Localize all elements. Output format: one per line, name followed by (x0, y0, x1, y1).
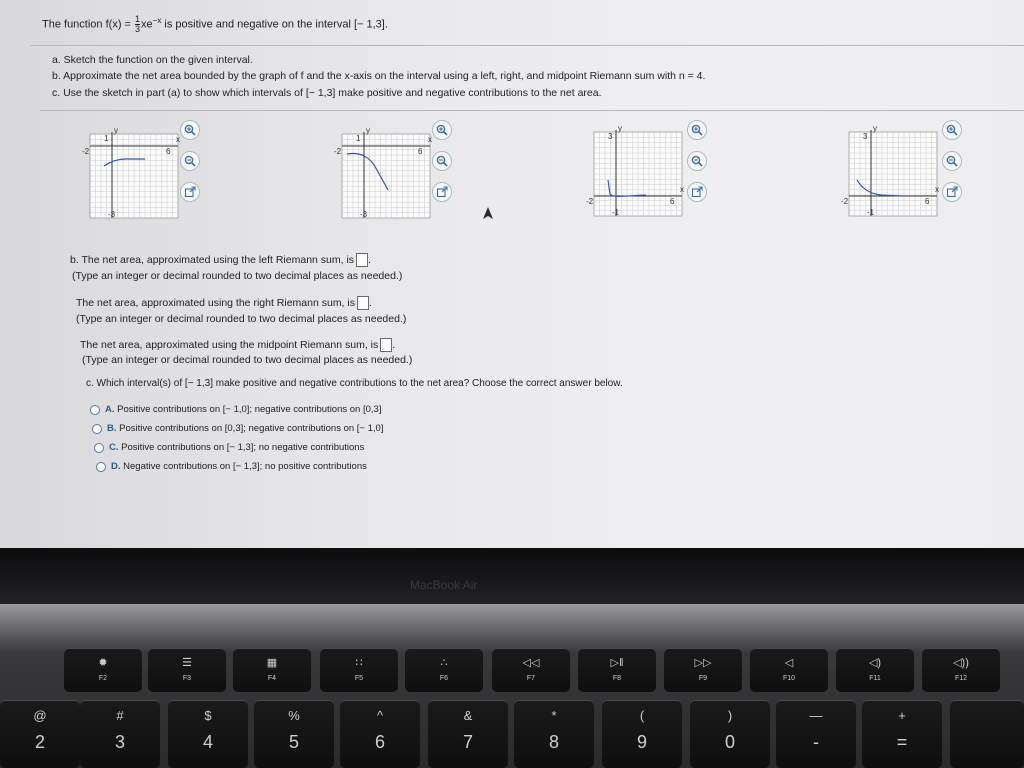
option-letter: B. (107, 423, 117, 434)
option-radio-a[interactable] (90, 405, 100, 415)
x-min-label: -2 (334, 147, 342, 156)
y-axis-label: y (873, 124, 877, 133)
zoom-out-button[interactable] (942, 151, 962, 171)
y-axis-label: y (366, 126, 370, 135)
mid-sum-hint: (Type an integer or decimal rounded to two decimal places as needed.) (82, 354, 413, 366)
y-axis-label: y (114, 126, 118, 135)
right-sum-line (76, 296, 372, 310)
zoom-in-button[interactable] (687, 120, 707, 140)
zoom-out-icon (436, 155, 448, 167)
key-shift-glyph: — (809, 708, 823, 723)
y-top-label: 1 (356, 134, 361, 143)
key-3[interactable] (80, 700, 160, 768)
open-window-icon (436, 186, 448, 198)
option-letter: D. (111, 461, 121, 472)
option-a[interactable] (105, 404, 381, 415)
option-text: Positive contributions on [− 1,3]; no negative contributions (118, 442, 365, 453)
key-main-glyph: = (896, 732, 908, 752)
key-f8[interactable] (578, 648, 656, 692)
key-f9[interactable] (664, 648, 742, 692)
open-graph-button[interactable] (432, 182, 452, 202)
key-f12[interactable] (922, 648, 1000, 692)
fraction-numerator: 1 (135, 14, 141, 24)
graph-plot (582, 128, 700, 222)
key-main-glyph: - (813, 732, 819, 752)
fraction (135, 15, 140, 34)
x-max-label: 6 (670, 197, 675, 206)
key-delete[interactable] (950, 700, 1024, 768)
key-shift-glyph: % (288, 708, 300, 723)
divider-mid (40, 110, 1024, 111)
question-panel (30, 0, 1024, 548)
key-shift-glyph: * (551, 708, 557, 723)
key-shift-glyph: ) (727, 708, 733, 723)
zoom-in-icon (691, 124, 703, 136)
key-label: F3 (182, 675, 192, 682)
right-sum-period: . (368, 296, 372, 309)
key-f10[interactable] (750, 648, 828, 692)
key-=[interactable] (862, 700, 942, 768)
key-f2[interactable] (64, 648, 142, 692)
right-sum-hint: (Type an integer or decimal rounded to two decimal places as needed.) (76, 313, 407, 325)
key-6[interactable] (340, 700, 420, 768)
x-axis-label: x (680, 185, 684, 194)
option-letter: A. (105, 404, 115, 415)
key-main-glyph: 3 (114, 732, 125, 752)
x-max-label: 6 (418, 147, 423, 156)
key-main-glyph: 8 (548, 732, 559, 752)
key-f3[interactable] (148, 648, 226, 692)
fraction-denominator: 3 (135, 24, 141, 34)
key-label: F5 (354, 675, 364, 682)
key-shift-glyph: ( (639, 708, 645, 723)
right-sum-label: The net area, approximated using the right Riemann sum, is (76, 296, 355, 309)
key--[interactable] (776, 700, 856, 768)
mid-sum-input[interactable] (380, 338, 392, 352)
open-window-icon (946, 186, 958, 198)
divider-top (30, 45, 1024, 46)
key-f5[interactable] (320, 648, 398, 692)
key-label: F8 (612, 675, 622, 682)
zoom-out-icon (946, 155, 958, 167)
key-7[interactable] (428, 700, 508, 768)
x-min-label: -2 (841, 197, 849, 206)
key-shift-glyph: @ (33, 708, 47, 723)
y-bottom-label: -1 (612, 208, 620, 217)
zoom-in-icon (946, 124, 958, 136)
key-glyph: ∷ (355, 657, 363, 669)
option-b[interactable] (107, 423, 383, 434)
key-5[interactable] (254, 700, 334, 768)
graph-plot (330, 130, 448, 224)
y-top-label: 1 (104, 134, 109, 143)
mouse-cursor-icon (482, 207, 494, 221)
key-glyph: ∴ (440, 657, 448, 669)
key-label: F10 (782, 675, 796, 682)
option-radio-d[interactable] (96, 462, 106, 472)
option-radio-b[interactable] (92, 424, 102, 434)
y-axis-label: y (618, 124, 622, 133)
zoom-in-button[interactable] (942, 120, 962, 140)
key-main-glyph: 2 (34, 732, 45, 752)
option-letter: C. (109, 442, 119, 453)
y-bottom-label: -1 (867, 208, 875, 217)
key-main-glyph: 4 (202, 732, 213, 752)
open-graph-button[interactable] (687, 182, 707, 202)
statement-intro: The function f(x) = (42, 18, 135, 31)
key-main-glyph: 7 (462, 732, 473, 752)
x-max-label: 6 (166, 147, 171, 156)
key-f6[interactable] (405, 648, 483, 692)
y-top-label: 3 (608, 132, 613, 141)
key-label: F7 (526, 675, 536, 682)
graph-plot (837, 128, 955, 222)
key-shift-glyph: # (116, 708, 124, 723)
mid-sum-line (80, 338, 395, 352)
key-label: F12 (954, 675, 968, 682)
x-axis-label: x (428, 135, 432, 144)
key-glyph: ▷▷ (694, 657, 712, 669)
x-min-label: -2 (82, 147, 90, 156)
key-glyph: ◁)) (953, 657, 969, 669)
zoom-in-icon (436, 124, 448, 136)
key-label: F4 (267, 675, 277, 682)
function-exponent: −x (152, 15, 162, 25)
laptop-brand: MacBook Air (410, 578, 478, 592)
key-glyph: ✹ (98, 657, 108, 669)
left-sum-label: b. The net area, approximated using the left Riemann sum, is (70, 253, 355, 266)
part-b-text: b. Approximate the net area bounded by the graph of f and the x-axis on the interval using a left, right, and midpoint Riemann sum with n = 4. (52, 70, 706, 82)
mid-sum-label: The net area, approximated using the midpoint Riemann sum, is (80, 338, 379, 351)
x-max-label: 6 (925, 197, 930, 206)
function-body: xe (141, 18, 153, 31)
problem-statement (42, 15, 388, 34)
key-glyph: ☰ (182, 657, 192, 669)
open-graph-button[interactable] (180, 182, 200, 202)
graph-option-1[interactable] (78, 126, 196, 224)
key-f7[interactable] (492, 648, 570, 692)
key-0[interactable] (690, 700, 770, 768)
key-shift-glyph: ^ (376, 708, 384, 723)
part-a-text: a. Sketch the function on the given interval. (52, 54, 253, 66)
left-sum-input[interactable] (356, 253, 368, 267)
zoom-out-icon (184, 155, 196, 167)
key-8[interactable] (514, 700, 594, 768)
key-main-glyph: 0 (724, 732, 735, 752)
key-glyph: ◁) (868, 657, 882, 669)
graph-option-4[interactable] (837, 124, 955, 222)
y-top-label: 3 (863, 132, 868, 141)
x-axis-label: x (176, 135, 180, 144)
zoom-in-button[interactable] (180, 120, 200, 140)
y-bottom-label: -3 (360, 210, 368, 219)
zoom-out-button[interactable] (687, 151, 707, 171)
key-2[interactable] (0, 700, 80, 768)
key-shift-glyph: $ (204, 708, 212, 723)
graph-plot (78, 130, 196, 224)
key-f4[interactable] (233, 648, 311, 692)
graph-option-2[interactable] (330, 126, 448, 224)
graph-option-3[interactable] (582, 124, 700, 222)
key-main-glyph: 5 (288, 732, 299, 752)
key-label: F2 (98, 675, 108, 682)
left-sum-hint: (Type an integer or decimal rounded to two decimal places as needed.) (72, 270, 403, 282)
open-graph-button[interactable] (942, 182, 962, 202)
zoom-out-button[interactable] (432, 151, 452, 171)
key-shift-glyph: + (898, 708, 906, 723)
y-bottom-label: -3 (108, 210, 116, 219)
option-radio-c[interactable] (94, 443, 104, 453)
option-text: Positive contributions on [− 1,0]; negative contributions on [0,3] (114, 404, 382, 415)
key-main-glyph: 6 (374, 732, 385, 752)
statement-tail: is positive and negative on the interval [− 1,3]. (161, 18, 388, 31)
option-c[interactable] (109, 442, 364, 453)
mid-sum-period: . (392, 338, 396, 351)
option-d[interactable] (111, 461, 367, 472)
zoom-in-button[interactable] (432, 120, 452, 140)
part-c-text: c. Use the sketch in part (a) to show which intervals of [− 1,3] make positive and negative contributions to the net area. (52, 87, 602, 99)
key-glyph: ▦ (266, 657, 278, 669)
key-label: F9 (698, 675, 708, 682)
x-axis-label: x (935, 185, 939, 194)
zoom-out-button[interactable] (180, 151, 200, 171)
zoom-in-icon (184, 124, 196, 136)
option-text: Negative contributions on [− 1,3]; no positive contributions (120, 461, 367, 472)
key-shift-glyph: & (463, 708, 473, 723)
key-9[interactable] (602, 700, 682, 768)
option-text: Positive contributions on [0,3]; negative contributions on [− 1,0] (116, 423, 384, 434)
x-min-label: -2 (586, 197, 594, 206)
key-glyph: ◁ (784, 657, 794, 669)
open-window-icon (184, 186, 196, 198)
part-c-prompt: c. Which interval(s) of [− 1,3] make positive and negative contributions to the net area? Choose the correct answer below. (86, 378, 623, 389)
open-window-icon (691, 186, 703, 198)
left-sum-period: . (368, 253, 371, 266)
key-label: F11 (869, 675, 881, 682)
right-sum-input[interactable] (357, 296, 369, 310)
key-4[interactable] (168, 700, 248, 768)
key-main-glyph: 9 (636, 732, 647, 752)
key-glyph: ◁◁ (522, 657, 540, 669)
left-sum-line (70, 253, 371, 267)
screen-bezel (0, 548, 1024, 606)
key-f11[interactable] (836, 648, 914, 692)
key-label: F6 (439, 675, 449, 682)
zoom-out-icon (691, 155, 703, 167)
key-glyph: ▷‖ (610, 657, 624, 669)
